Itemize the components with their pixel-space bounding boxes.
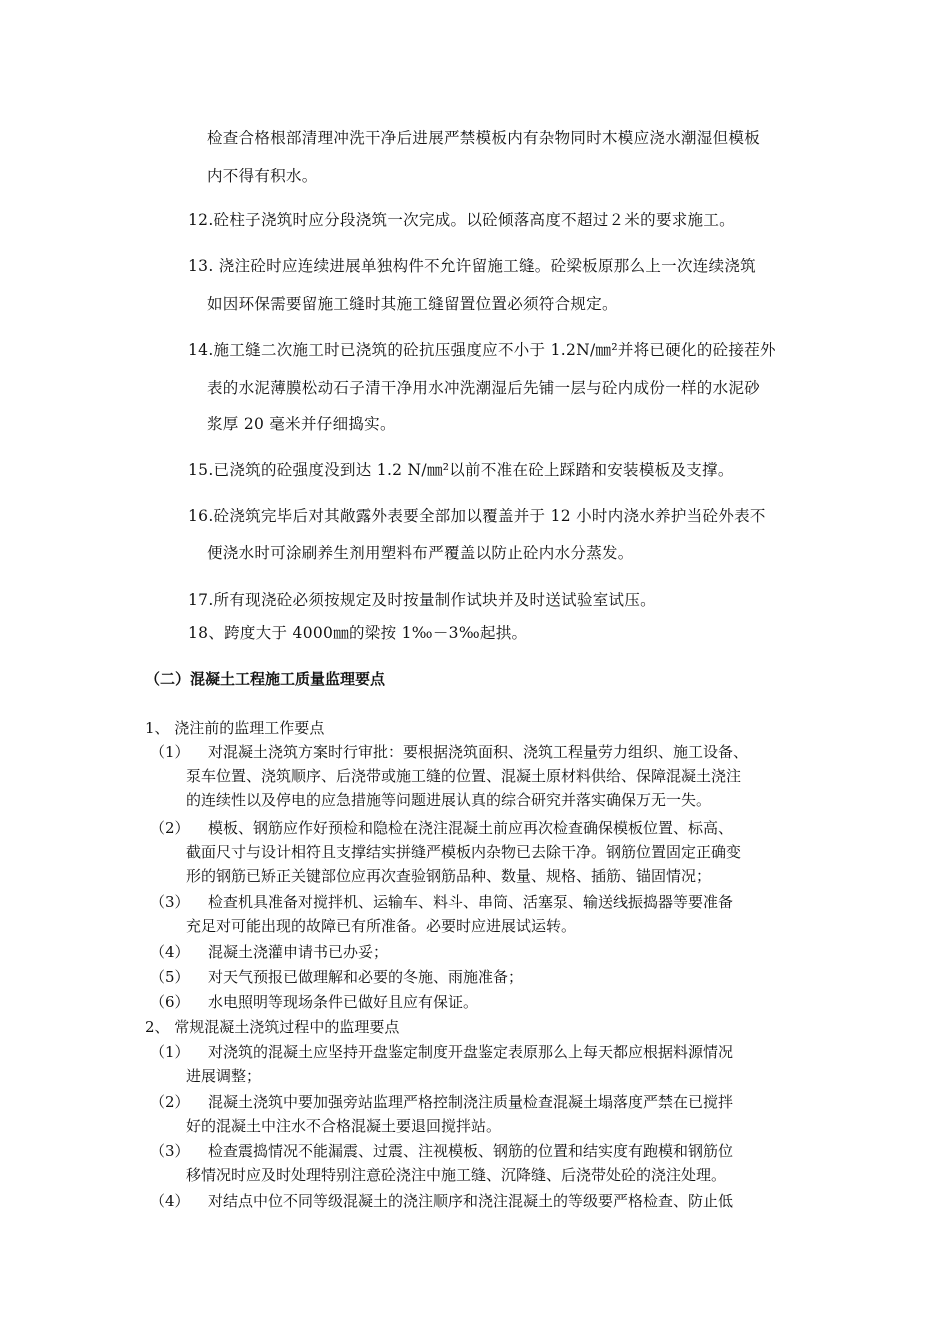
item-13-line-2: 如因环保需要留施工缝时其施工缝留置位置必须符合规定。 [207, 295, 618, 313]
list-item [150, 1191, 733, 1211]
list-item [150, 992, 478, 1012]
list-item [150, 967, 523, 987]
item-16-line-2: 便浇水时可涂刷养生剂用塑料布严覆盖以防止砼内水分蒸发。 [207, 544, 634, 562]
item-14-line-3: 浆厚 20 毫米并仔细捣实。 [207, 415, 396, 433]
item-number: （6） [150, 993, 190, 1011]
part-2-title: 2、 常规混凝土浇筑过程中的监理要点 [145, 1018, 400, 1036]
item-text: 好的混凝土中注水不合格混凝土要退回搅拌站。 [186, 1117, 502, 1135]
item-number: （3） [150, 893, 190, 911]
item-number: （1） [150, 1043, 190, 1061]
item-text: 检查机具准备对搅拌机、运输车、料斗、串筒、活塞泵、输送线振捣器等要准备 [208, 893, 734, 911]
list-item [150, 742, 748, 762]
item-14-line-2: 表的水泥薄膜松动石子清干净用水冲洗潮湿后先铺一层与砼内成份一样的水泥砂 [207, 379, 761, 397]
item-text: 对天气预报已做理解和必要的冬施、雨施准备； [208, 968, 524, 986]
item-text: 对混凝土浇筑方案时行审批：要根据浇筑面积、浇筑工程量劳力组织、施工设备、 [208, 743, 749, 761]
list-item [150, 1092, 733, 1112]
item-text: 模板、钢筋应作好预检和隐检在浇注混凝土前应再次检查确保模板位置、标高、 [208, 819, 734, 837]
item-text: 的连续性以及停电的应急措施等问题进展认真的综合研究并落实确保万无一失。 [186, 791, 712, 809]
paragraph-line: 检查合格根部清理冲洗干净后进展严禁模板内有杂物同时木模应浇水潮湿但模板 [207, 129, 761, 147]
item-text: 泵车位置、浇筑顺序、后浇带或施工缝的位置、混凝土原材料供给、保障混凝土浇注 [186, 767, 742, 785]
item-number: （5） [150, 968, 190, 986]
item-text: 移情况时应及时处理特别注意砼浇注中施工缝、沉降缝、后浇带处砼的浇注处理。 [186, 1166, 727, 1184]
list-item [150, 1042, 733, 1062]
item-number: （3） [150, 1142, 190, 1160]
item-text: 形的钢筋已矫正关键部位应再次查验钢筋品种、数量、规格、插筋、锚固情况； [186, 867, 712, 885]
item-14-line-1: 14.施工缝二次施工时已浇筑的砼抗压强度应不小于 1.2N/㎜²并将已硬化的砼接茬外 [188, 341, 776, 359]
item-number: （2） [150, 1093, 190, 1111]
item-number: （2） [150, 819, 190, 837]
item-text: 对浇筑的混凝土应坚持开盘鉴定制度开盘鉴定表原那么上每天都应根据料源情况 [208, 1043, 734, 1061]
item-13-line-1: 13. 浇注砼时应连续进展单独构件不允许留施工缝。砼梁板原那么上一次连续浇筑 [188, 257, 756, 275]
item-18: 18、跨度大于 4000㎜的梁按 1‰－3‰起拱。 [188, 624, 528, 642]
item-text: 对结点中位不同等级混凝土的浇注顺序和浇注混凝土的等级要严格检查、防止低 [208, 1192, 734, 1210]
section-heading: （二）混凝土工程施工质量监理要点 [145, 670, 386, 688]
list-item [150, 1141, 733, 1161]
paragraph-line: 内不得有积水。 [207, 167, 318, 185]
item-12: 12.砼柱子浇筑时应分段浇筑一次完成。以砼倾落高度不超过２米的要求施工。 [188, 211, 735, 229]
item-text: 充足对可能出现的故障已有所准备。必要时应进展试运转。 [186, 917, 577, 935]
item-text: 检查震捣情况不能漏震、过震、注视模板、钢筋的位置和结实度有跑模和钢筋位 [208, 1142, 734, 1160]
item-17: 17.所有现浇砼必须按规定及时按量制作试块并及时送试验室试压。 [188, 591, 656, 609]
list-item [150, 892, 733, 912]
item-15: 15.已浇筑的砼强度没到达 1.2 N/㎜²以前不准在砼上踩踏和安装模板及支撑。 [188, 461, 734, 479]
item-text: 水电照明等现场条件已做好且应有保证。 [208, 993, 479, 1011]
item-16-line-1: 16.砼浇筑完毕后对其敞露外表要全部加以覆盖并于 12 小时内浇水养护当砼外表不 [188, 507, 766, 525]
item-text: 混凝土浇灌申请书已办妥； [208, 943, 389, 961]
list-item [150, 818, 733, 838]
item-number: （1） [150, 743, 190, 761]
item-number: （4） [150, 1192, 190, 1210]
item-text: 进展调整； [186, 1067, 262, 1085]
item-number: （4） [150, 943, 190, 961]
item-text: 混凝土浇筑中要加强旁站监理严格控制浇注质量检查混凝土塌落度严禁在已搅拌 [208, 1093, 734, 1111]
part-1-title: 1、 浇注前的监理工作要点 [145, 719, 325, 737]
item-text: 截面尺寸与设计相符且支撑结实拼缝严模板内杂物已去除干净。钢筋位置固定正确变 [186, 843, 742, 861]
list-item [150, 942, 388, 962]
